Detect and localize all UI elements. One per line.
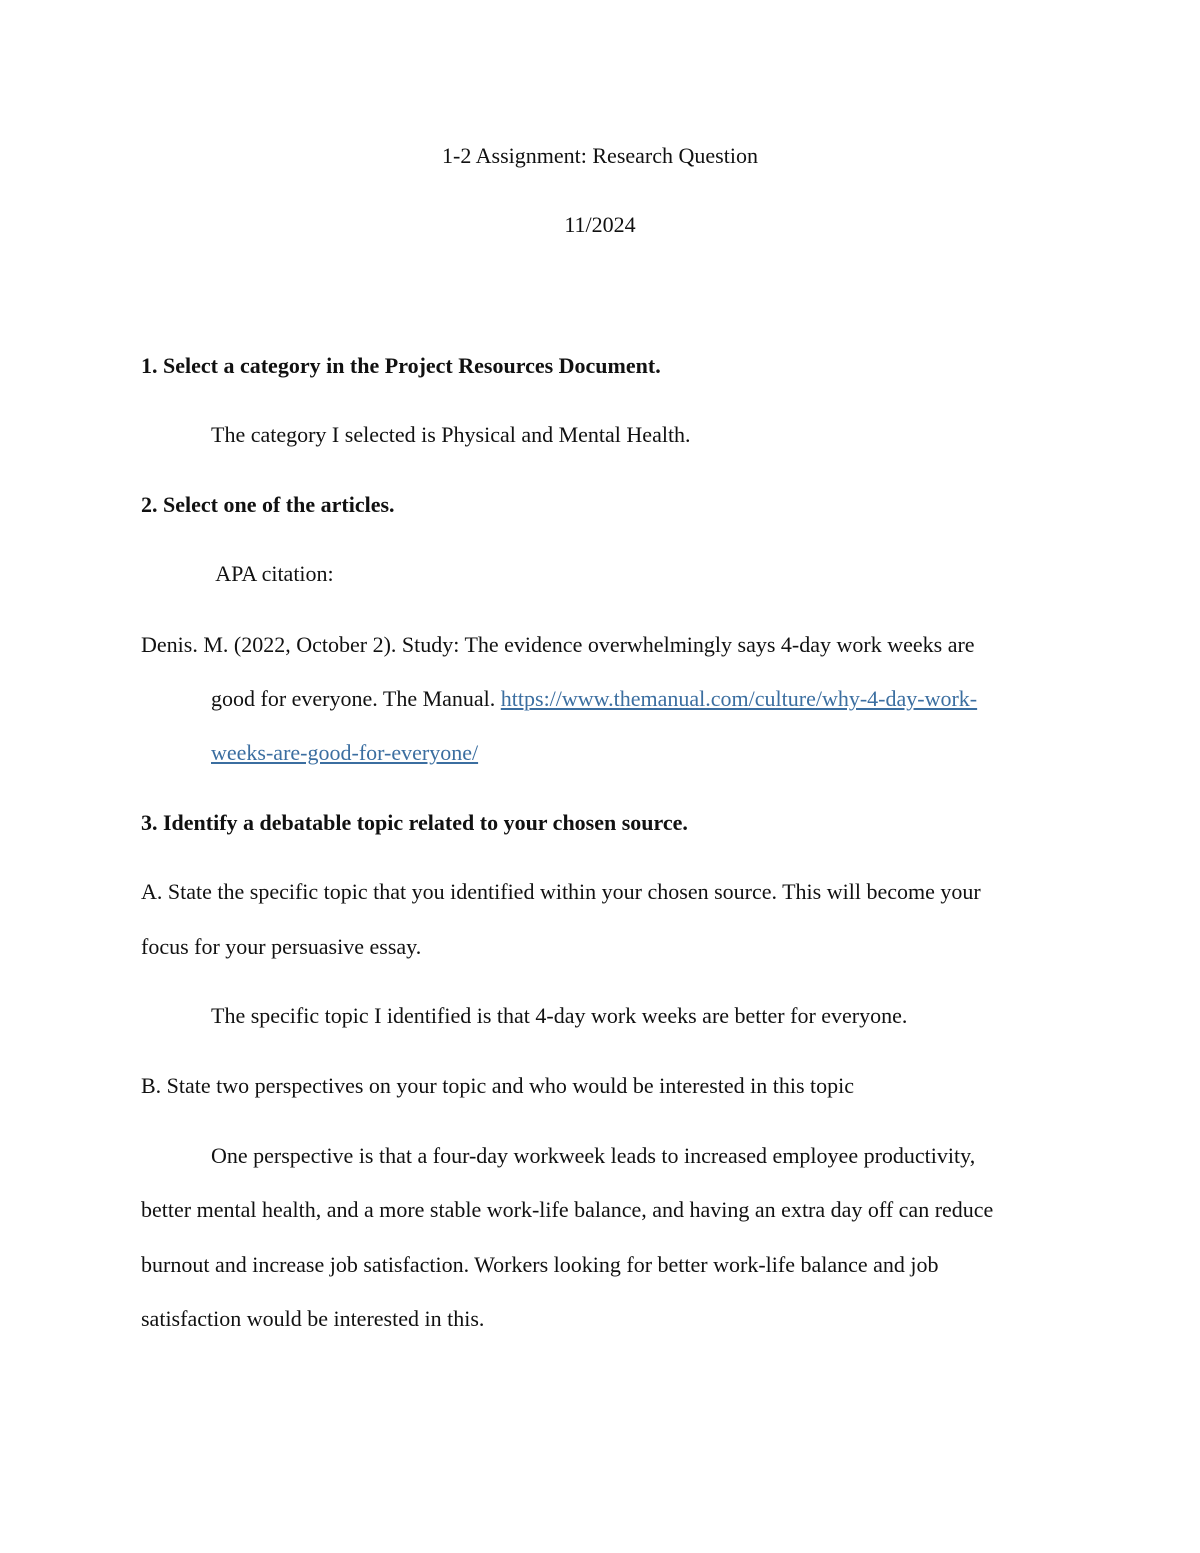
section3-heading: 3. Identify a debatable topic related to your chosen source. bbox=[141, 810, 688, 835]
section3-b-line-4: satisfaction would be interested in this. bbox=[141, 1306, 485, 1331]
section3-a-line-1: A. State the specific topic that you identified within your chosen source. This will become your bbox=[141, 879, 981, 904]
apa-citation-label: APA citation: bbox=[211, 561, 334, 586]
section1-heading: 1. Select a category in the Project Resources Document. bbox=[141, 353, 661, 378]
document-date: 11/2024 bbox=[564, 212, 636, 237]
section3-b-line-3: burnout and increase job satisfaction. Workers looking for better work-life balance and job bbox=[141, 1252, 939, 1277]
section3-b-prompt: B. State two perspectives on your topic and who would be interested in this topic bbox=[141, 1073, 855, 1098]
section3-a-line-2: focus for your persuasive essay. bbox=[141, 934, 422, 959]
section3-a-answer: The specific topic I identified is that 4-day work weeks are better for everyone. bbox=[211, 1003, 908, 1028]
section2-heading: 2. Select one of the articles. bbox=[141, 492, 395, 517]
citation-line-3 bbox=[211, 739, 478, 767]
section3-b-line-2: better mental health, and a more stable work-life balance, and having an extra day off can reduce bbox=[141, 1197, 994, 1222]
citation-url-link[interactable]: https://www.themanual.com/culture/why-4-day-work- bbox=[500, 686, 978, 711]
citation-line-2 bbox=[211, 685, 977, 713]
section3-b-line-1: One perspective is that a four-day workweek leads to increased employee productivity, bbox=[211, 1143, 976, 1168]
section1-answer: The category I selected is Physical and Mental Health. bbox=[211, 422, 691, 447]
citation-url-link-continued[interactable]: weeks-are-good-for-everyone/ bbox=[211, 740, 479, 765]
citation-line-1: Denis. M. (2022, October 2). Study: The evidence overwhelmingly says 4-day work weeks are bbox=[141, 632, 975, 657]
document-title: 1-2 Assignment: Research Question bbox=[442, 143, 758, 168]
citation-source-text: good for everyone. The Manual. bbox=[211, 686, 501, 711]
